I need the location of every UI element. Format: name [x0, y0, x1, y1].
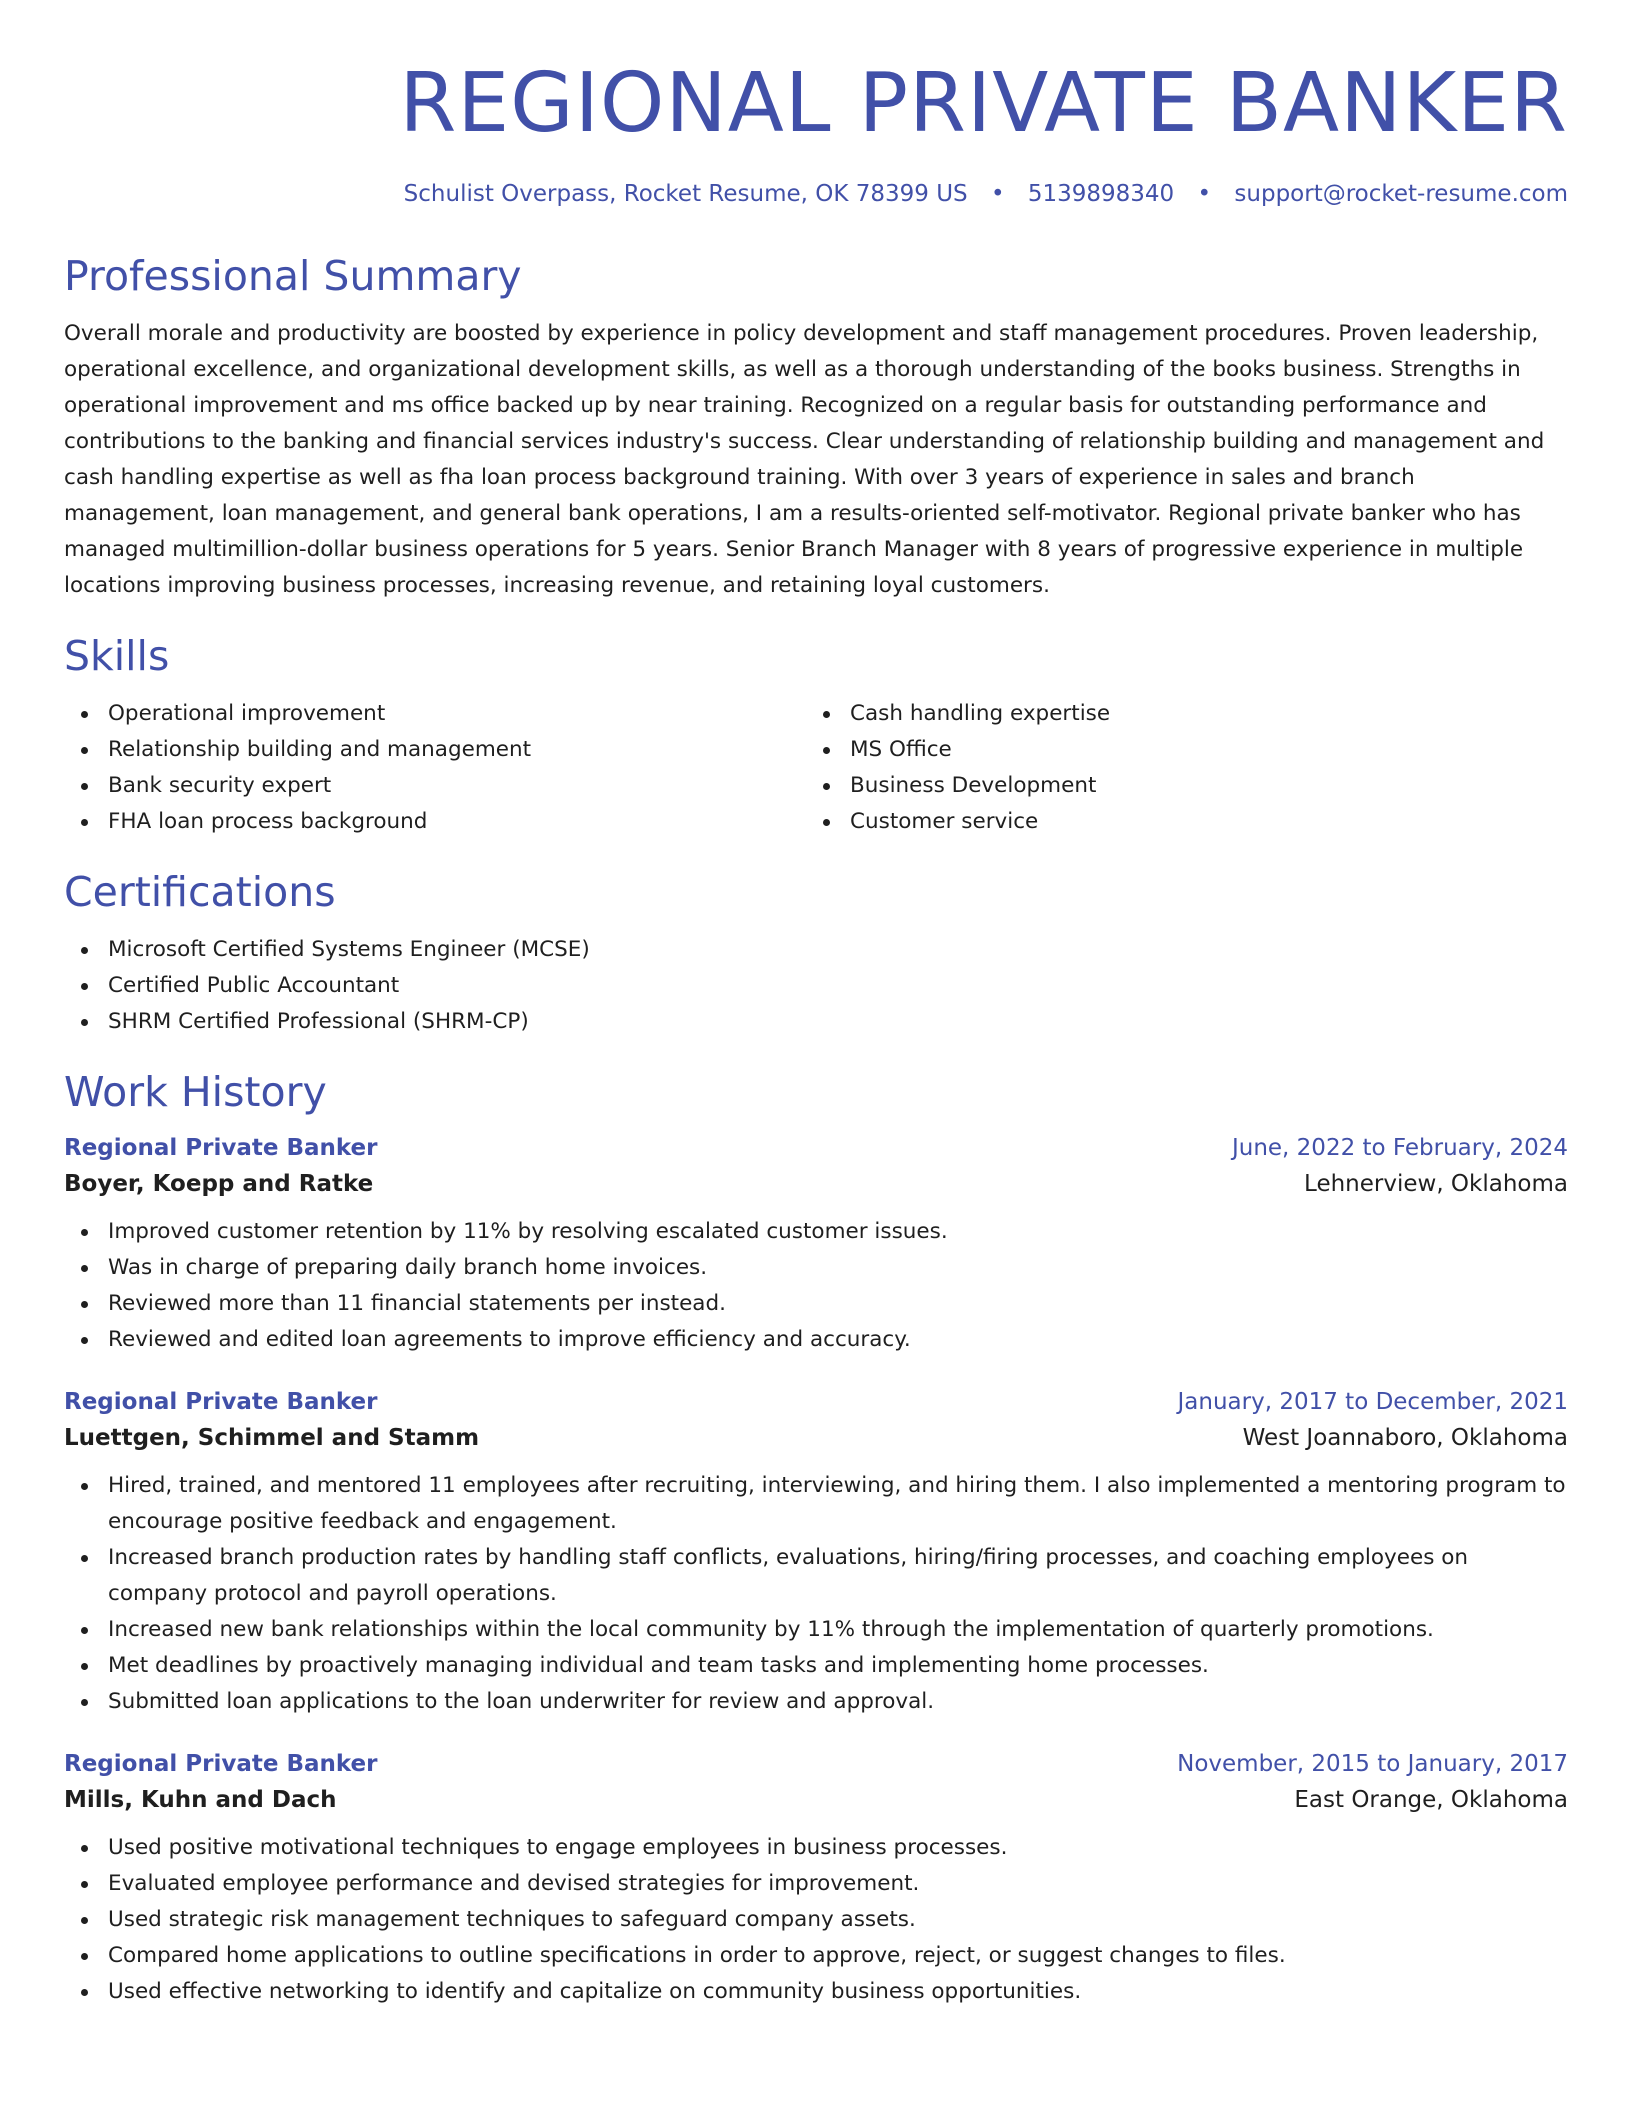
work-history-heading: Work History — [64, 1068, 327, 1116]
skills-grid — [64, 696, 1568, 840]
summary-heading: Professional Summary — [64, 252, 522, 300]
job-header-row — [64, 1132, 1568, 1164]
job-bullet: Used effective networking to identify and capitalize on community business opportunities. — [64, 1974, 1568, 2010]
skills-list-right — [806, 696, 1548, 840]
job-bullets — [64, 1468, 1568, 1720]
skills-column-left — [64, 696, 806, 840]
job-employer-row — [64, 1418, 1568, 1458]
job-dates: November, 2015 to January, 2017 — [1177, 1751, 1568, 1777]
skill-item: Bank security expert — [64, 768, 806, 804]
job-entry — [64, 1386, 1568, 1720]
job-dates: January, 2017 to December, 2021 — [1177, 1389, 1568, 1415]
contact-separator: • — [990, 181, 1005, 207]
skill-item: FHA loan process background — [64, 804, 806, 840]
contact-separator: • — [1197, 181, 1212, 207]
job-bullet: Increased branch production rates by handling staff conflicts, evaluations, hiring/firing processes, and coaching employees on company protocol and payroll operations. — [64, 1540, 1568, 1612]
job-location: West Joannaboro, Oklahoma — [1242, 1425, 1568, 1451]
job-header-row — [64, 1748, 1568, 1780]
job-bullet: Reviewed more than 11 financial statements per instead. — [64, 1286, 1568, 1322]
job-bullet: Submitted loan applications to the loan underwriter for review and approval. — [64, 1684, 1568, 1720]
certification-item: SHRM Certified Professional (SHRM-CP) — [64, 1004, 1568, 1040]
job-dates: June, 2022 to February, 2024 — [1231, 1135, 1568, 1161]
certifications-heading: Certifications — [64, 868, 336, 916]
job-bullet: Improved customer retention by 11% by resolving escalated customer issues. — [64, 1214, 1568, 1250]
contact-email: support@rocket-resume.com — [1234, 181, 1568, 207]
certification-item: Microsoft Certified Systems Engineer (MCSE) — [64, 932, 1568, 968]
job-location: East Orange, Oklahoma — [1294, 1787, 1568, 1813]
skill-item: Customer service — [806, 804, 1548, 840]
skill-item: MS Office — [806, 732, 1548, 768]
job-bullet: Met deadlines by proactively managing individual and team tasks and implementing home processes. — [64, 1648, 1568, 1684]
certifications-list — [64, 932, 1568, 1040]
job-bullet: Hired, trained, and mentored 11 employees after recruiting, interviewing, and hiring them. I also implemented a mentoring program to encourage positive feedback and engagement. — [64, 1468, 1568, 1540]
job-employer-row — [64, 1780, 1568, 1820]
job-company: Mills, Kuhn and Dach — [64, 1787, 337, 1813]
skill-item: Relationship building and management — [64, 732, 806, 768]
summary-text: Overall morale and productivity are boosted by experience in policy development and staff management procedures. Proven leadership, operational excellence, and organizational development skills, as well as a thorough understanding of the books business. Strengths in operational improvement and ms office backed up by near training. Recognized on a regular basis for outstanding performance and contributions to the banking and financial services industry's success. Clear understanding of relationship building and management and cash handling expertise as well as fha loan process background training. With over 3 years of experience in sales and branch management, loan management, and general bank operations, I am a results-oriented self-motivator. Regional private banker who has managed multimillion-dollar business operations for 5 years. Senior Branch Manager with 8 years of progressive experience in multiple locations improving business processes, increasing revenue, and retaining loyal customers. — [64, 321, 1545, 598]
job-location: Lehnerview, Oklahoma — [1304, 1171, 1568, 1197]
job-bullets — [64, 1214, 1568, 1358]
job-title: Regional Private Banker — [64, 1135, 378, 1161]
job-bullet: Compared home applications to outline specifications in order to approve, reject, or suggest changes to files. — [64, 1938, 1568, 1974]
job-bullet: Used strategic risk management techniques to safeguard company assets. — [64, 1902, 1568, 1938]
job-bullet: Evaluated employee performance and devised strategies for improvement. — [64, 1866, 1568, 1902]
job-company: Boyer, Koepp and Ratke — [64, 1171, 374, 1197]
job-bullet: Increased new bank relationships within the local community by 11% through the implementation of quarterly promotions. — [64, 1612, 1568, 1648]
job-company: Luettgen, Schimmel and Stamm — [64, 1425, 480, 1451]
job-bullet: Was in charge of preparing daily branch home invoices. — [64, 1250, 1568, 1286]
contact-address: Schulist Overpass, Rocket Resume, OK 78399 US — [403, 181, 968, 207]
job-entry — [64, 1748, 1568, 2010]
contact-phone: 5139898340 — [1027, 181, 1175, 207]
contact-line — [64, 178, 1568, 210]
job-title: Regional Private Banker — [64, 1751, 378, 1777]
job-employer-row — [64, 1164, 1568, 1204]
skills-list-left — [64, 696, 806, 840]
certification-item: Certified Public Accountant — [64, 968, 1568, 1004]
job-header-row — [64, 1386, 1568, 1418]
job-bullets — [64, 1830, 1568, 2010]
resume-page — [64, 0, 1568, 2010]
skill-item: Cash handling expertise — [806, 696, 1548, 732]
skills-column-right — [806, 696, 1548, 840]
skill-item: Operational improvement — [64, 696, 806, 732]
job-title: Regional Private Banker — [64, 1389, 378, 1415]
skills-heading: Skills — [64, 632, 170, 680]
resume-name: REGIONAL PRIVATE BANKER — [399, 56, 1568, 151]
job-entry — [64, 1132, 1568, 1358]
job-bullet: Reviewed and edited loan agreements to improve efficiency and accuracy. — [64, 1322, 1568, 1358]
skill-item: Business Development — [806, 768, 1548, 804]
job-bullet: Used positive motivational techniques to engage employees in business processes. — [64, 1830, 1568, 1866]
